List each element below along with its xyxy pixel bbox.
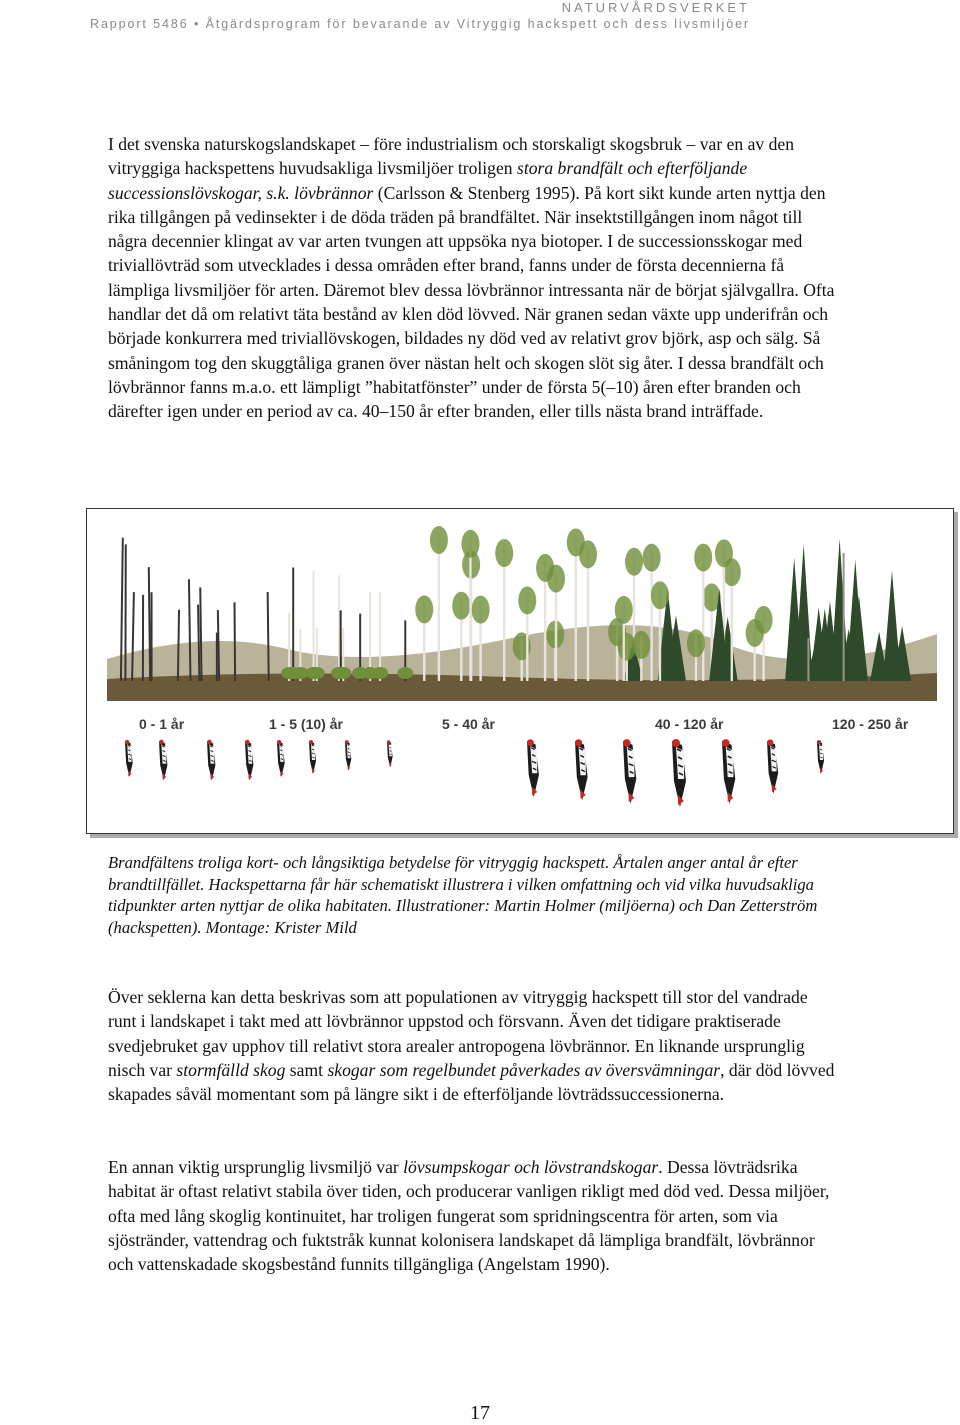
woodpecker-red-cap xyxy=(767,739,773,745)
page-header xyxy=(10,0,750,32)
birch-crown xyxy=(651,581,669,609)
birch-crown xyxy=(430,526,448,554)
birch-crown xyxy=(415,595,433,623)
burnt-trunk xyxy=(149,567,150,681)
woodpecker-9 xyxy=(527,739,539,797)
paragraph-1-emphasis: stora brandfält och efterföljande successionslövskogar, s.k. lövbrännor xyxy=(108,158,747,202)
birch-crown xyxy=(618,633,636,661)
paragraph-2 xyxy=(108,985,838,1106)
paragraph-2-emphasis-b: skogar som regelbundet påverkades av översvämningar xyxy=(327,1060,720,1080)
woodpecker-red-cap xyxy=(125,740,129,744)
woodpecker-red-cap xyxy=(722,739,730,747)
birch-crown xyxy=(625,548,643,576)
woodpecker-11 xyxy=(623,739,636,804)
burnt-trunk xyxy=(178,610,179,681)
burnt-trunk xyxy=(218,610,219,681)
woodpecker-red-cap xyxy=(527,739,534,746)
age-label-3: 5 - 40 år xyxy=(442,716,495,732)
woodpecker-15 xyxy=(817,740,824,774)
woodpecker-4 xyxy=(245,740,253,781)
woodpecker-14 xyxy=(767,739,778,793)
birch-crown xyxy=(518,586,536,614)
shrub xyxy=(281,667,297,679)
woodpecker-6 xyxy=(309,740,316,774)
succession-illustration xyxy=(87,509,953,833)
woodpecker-7 xyxy=(345,740,351,771)
paragraph-1-text-b: (Carlsson & Stenberg 1995). På kort sikt kunde arten nyttja den rika tillgången på vedinsekter i de döda träden på brandfältet. När insektstillgången inom något till några decennier klingat av var arten tvungen att uppsöka nya biotoper. I de successionsskogar med triviallövträd som utvecklades i dessa områden efter brand, fanns under de första decennierna få lämpliga livsmiljöer för arten. Däremot blev dessa lövbrännor intressanta när de börjat självgallra. Ofta handlar det då om relativt täta bestånd av klen död lövved. När granen sedan växte upp underifrån och började konkurrera med triviallövskogen, bildades ny död ved av relativt grov björk, asp och sälg. Så småningom tog den skuggtåliga granen över nästan helt och skogen slöt sig åter. I dessa brandfält och lövbrännor fanns m.a.o. ett lämpligt ”habitatfönster” under de första 5(–10) åren efter branden och därefter igen under en period av ca. 40–150 år efter branden, eller tills nästa brand inträffade. xyxy=(108,183,834,422)
paragraph-2-emphasis-a: stormfälld skog xyxy=(176,1060,285,1080)
woodpecker-red-cap xyxy=(623,739,631,747)
birch-crown xyxy=(472,596,490,624)
header-organization: NATURVÅRDSVERKET xyxy=(10,0,750,16)
woodpecker-red-cap xyxy=(345,740,349,744)
paragraph-2-text-c: , där död lövved skapades såväl momentant som på längre sikt i de efterföljande lövträdssuccessionerna. xyxy=(108,1060,834,1104)
birch-crown xyxy=(452,592,470,620)
paragraph-1-text-a: I det svenska naturskogslandskapet – före industrialism och storskaligt skogsbruk – var en av den vitryggiga hackspettens huvudsakliga livsmiljöer troligen xyxy=(108,134,794,178)
woodpecker-1 xyxy=(125,740,133,777)
woodpecker-red-cap xyxy=(159,740,164,745)
age-label-1: 0 - 1 år xyxy=(139,716,185,732)
age-label-2: 1 - 5 (10) år xyxy=(269,716,343,732)
birch-crown xyxy=(615,596,633,624)
woodpecker-red-cap xyxy=(245,740,250,745)
birch-crown xyxy=(687,629,705,657)
paragraph-2-text-a: Över seklerna kan detta beskrivas som att populationen av vitryggig hackspett till stor del vandrade runt i landskapet i takt med att lövbrännor uppstod och försvann. Även det tidigare praktiserade svedjebruket gav upphov till relativt stora arealer antropogena lövbrännor. En liknande ursprunglig nisch var xyxy=(108,987,808,1080)
burnt-trunk xyxy=(198,605,199,681)
page-number: 17 xyxy=(450,1402,510,1425)
succession-figure xyxy=(86,508,954,834)
birch-crown xyxy=(579,540,597,568)
woodpecker-3 xyxy=(207,740,215,781)
spruce-tree xyxy=(883,571,901,681)
age-label-4: 40 - 120 år xyxy=(655,716,724,732)
woodpecker-2 xyxy=(159,740,167,781)
burnt-trunk xyxy=(268,592,269,681)
birch-crown xyxy=(536,554,554,582)
paragraph-1 xyxy=(108,132,838,424)
woodpecker-red-cap xyxy=(672,739,680,747)
paragraph-3 xyxy=(108,1155,838,1276)
woodpecker-red-cap xyxy=(309,740,313,744)
woodpecker-red-cap xyxy=(817,740,821,744)
birch-crown xyxy=(715,539,733,567)
woodpecker-8 xyxy=(387,740,393,767)
paragraph-2-text-b: samt xyxy=(285,1060,327,1080)
shrub xyxy=(397,667,413,679)
figure-caption: Brandfältens troliga kort- och långsiktiga betydelse för vitryggig hackspett. Årtalen anger antal år efter brandtillfället. Hackspettarna får här schematiskt illustrera i vilken omfattning och vid vilka huvudsakliga tidpunkter arten nyttjar de olika habitaten. Illustrationer: Martin Holmer (miljöerna) och Dan Zetterström (hackspetten). Montage: Krister Mild xyxy=(108,852,838,938)
woodpecker-red-cap xyxy=(575,739,582,746)
paragraph-3-text-a: En annan viktig ursprunglig livsmiljö var xyxy=(108,1157,403,1177)
woodpecker-5 xyxy=(277,740,285,777)
age-label-5: 120 - 250 år xyxy=(832,716,909,732)
paragraph-3-emphasis: lövsumpskogar och lövstrandskogar xyxy=(403,1157,658,1177)
woodpecker-red-cap xyxy=(277,740,281,744)
birch-crown xyxy=(746,619,764,647)
shrub xyxy=(362,667,378,679)
birch-crown xyxy=(495,539,513,567)
shrub xyxy=(333,667,349,679)
woodpecker-12 xyxy=(672,739,686,807)
forest-stage-5 xyxy=(785,539,911,681)
shrub xyxy=(309,667,325,679)
woodpecker-10 xyxy=(575,739,588,800)
burnt-trunk xyxy=(200,587,201,681)
woodpecker-red-cap xyxy=(387,740,390,743)
woodpecker-red-cap xyxy=(207,740,212,745)
birch-crown xyxy=(694,544,712,572)
header-report-title: Rapport 5486 • Åtgärdsprogram för bevarande av Vitryggig hackspett och dess livsmiljöer xyxy=(10,16,750,32)
birch-crown xyxy=(461,530,479,558)
paragraph-3-text-b: . Dessa lövträdsrika habitat är oftast relativt stabila över tiden, och producerar vanligen rikligt med död ved. Dessa miljöer, ofta med lång skoglig kontinuitet, har troligen fungerat som spridningscentra för arten, som via sjöstränder, vattendrag och fuktstråk kunnat kolonisera landskapet då lämpliga brandfält, lövbrännor och vattenskadade skogsbestånd funnits tillgängliga (Angelstam 1990). xyxy=(108,1157,829,1274)
birch-crown xyxy=(643,544,661,572)
burnt-trunk xyxy=(235,602,236,681)
woodpecker-13 xyxy=(722,739,735,804)
